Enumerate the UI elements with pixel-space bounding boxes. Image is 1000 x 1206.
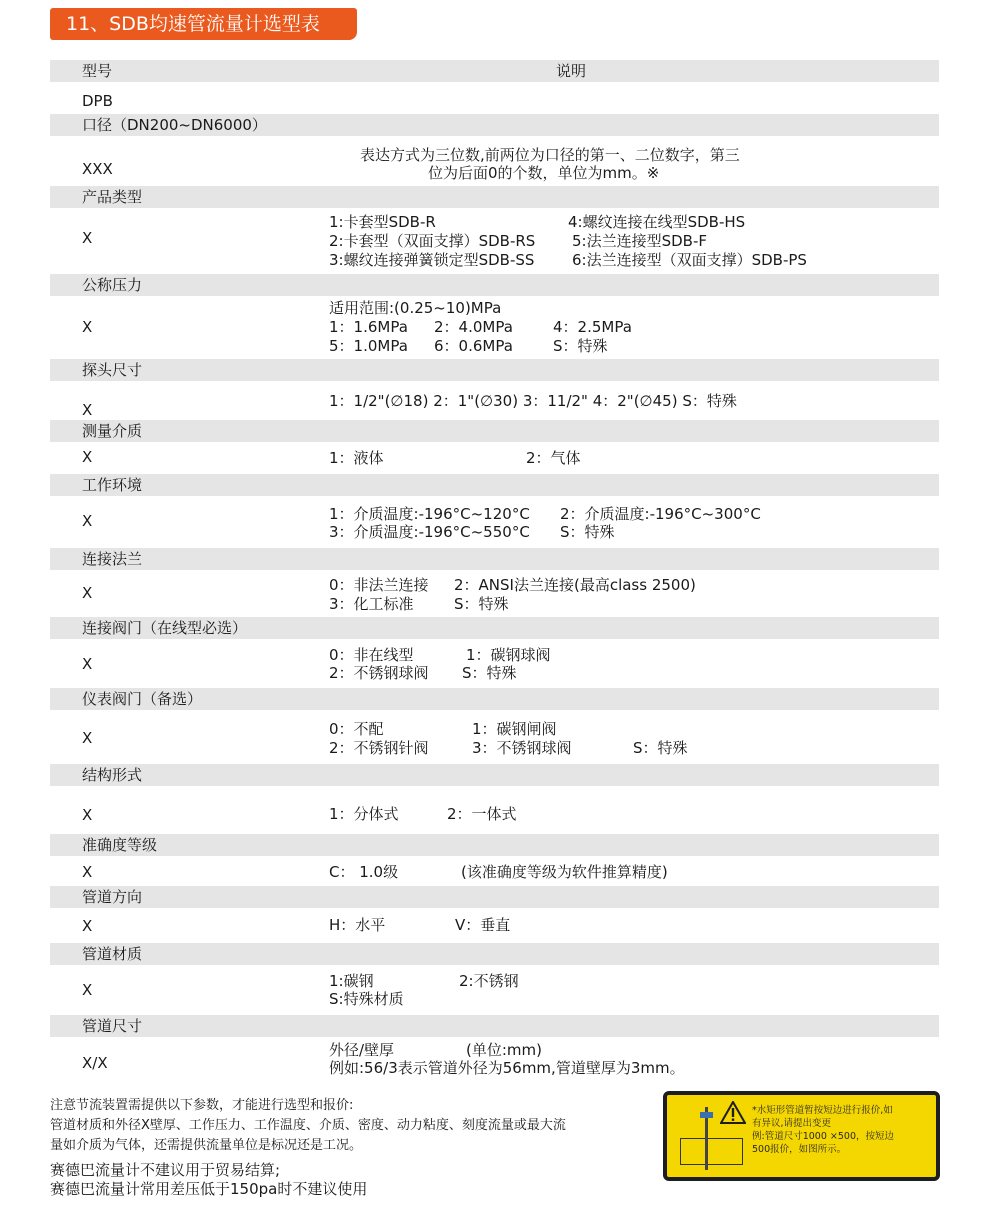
desc-line: 4：2.5MPa xyxy=(553,318,632,336)
page-title: 11、SDB均速管流量计选型表 xyxy=(50,8,357,40)
header-desc: 说明 xyxy=(556,62,587,80)
header-model: 型号 xyxy=(82,62,113,80)
section-title: 口径（DN200~DN6000） xyxy=(82,116,267,134)
desc-line: (单位:mm) xyxy=(466,1041,542,1059)
section-code: X xyxy=(82,729,93,747)
section-title: 管道材质 xyxy=(82,945,143,963)
desc-line: 2：4.0MPa xyxy=(434,318,513,336)
section-title: 公称压力 xyxy=(82,276,143,294)
desc-line: S：特殊 xyxy=(560,523,615,541)
table-header xyxy=(50,60,939,82)
section-header xyxy=(50,943,939,965)
desc-line: 位为后面0的个数，单位为mm。※ xyxy=(428,164,660,182)
section-header xyxy=(50,886,939,908)
section-title: 仪表阀门（备选） xyxy=(82,690,203,708)
desc-line: 适用范围:(0.25~10)MPa xyxy=(329,299,502,317)
desc-line: 外径/壁厚 xyxy=(329,1041,395,1059)
section-code: X xyxy=(82,917,93,935)
section-code: X xyxy=(82,981,93,999)
section-header xyxy=(50,548,939,570)
desc-line: 1:碳钢 xyxy=(329,972,374,990)
desc-line: 3：介质温度:-196°C~550°C xyxy=(329,523,530,541)
section-title: 连接阀门（在线型必选） xyxy=(82,619,248,637)
note-line: 赛德巴流量计不建议用于贸易结算; xyxy=(50,1161,281,1179)
desc-line: 2：ANSI法兰连接(最高class 2500) xyxy=(454,576,696,594)
desc-line: 例如:56/3表示管道外径为56mm,管道壁厚为3mm。 xyxy=(329,1059,685,1077)
warning-line: *水矩形管道暂按短边进行报价,如 xyxy=(752,1105,893,1116)
desc-line: 4:螺纹连接在线型SDB-HS xyxy=(568,213,746,231)
section-title: 连接法兰 xyxy=(82,550,143,568)
section-header xyxy=(50,114,939,136)
section-code: X xyxy=(82,318,93,336)
desc-line: 1：碳钢闸阀 xyxy=(472,720,557,738)
section-code: X xyxy=(82,512,93,530)
section-title: 管道方向 xyxy=(82,888,143,906)
section-header xyxy=(50,186,939,208)
desc-line: 3:螺纹连接弹簧锁定型SDB-SS xyxy=(329,251,535,269)
warning-line: 500报价，如图所示。 xyxy=(752,1144,847,1155)
section-title: 准确度等级 xyxy=(82,836,158,854)
desc-line: 2：气体 xyxy=(526,449,581,467)
desc-line: 2：介质温度:-196°C~300°C xyxy=(560,505,761,523)
desc-line: 2：一体式 xyxy=(447,805,517,823)
section-title: 结构形式 xyxy=(82,766,143,784)
desc-line: 3：化工标准 xyxy=(329,595,414,613)
warning-text xyxy=(752,1104,894,1156)
desc-line: S：特殊 xyxy=(462,664,517,682)
section-header xyxy=(50,359,939,381)
model-code: DPB xyxy=(82,92,113,110)
desc-line: 6：0.6MPa xyxy=(434,337,513,355)
note-line: 管道材质和外径X壁厚、工作压力、工作温度、介质、密度、动力粘度、刻度流量或最大流 xyxy=(50,1118,566,1133)
section-header xyxy=(50,1015,939,1037)
section-header xyxy=(50,617,939,639)
desc-line: 1：分体式 xyxy=(329,805,399,823)
desc-line: S：特殊 xyxy=(454,595,509,613)
desc-line: 2：不锈钢针阀 xyxy=(329,739,429,757)
section-header xyxy=(50,274,939,296)
section-header xyxy=(50,420,939,442)
desc-line: 2:不锈钢 xyxy=(459,972,519,990)
desc-line: 0：不配 xyxy=(329,720,384,738)
section-code: X xyxy=(82,655,93,673)
section-title: 管道尺寸 xyxy=(82,1017,143,1035)
desc-line: 1:卡套型SDB-R xyxy=(329,213,436,231)
desc-line: (该准确度等级为软件推算精度) xyxy=(461,863,668,881)
desc-line: V：垂直 xyxy=(455,916,511,934)
section-code: X xyxy=(82,806,93,824)
section-code: X xyxy=(82,448,93,466)
section-code: X/X xyxy=(82,1054,108,1072)
section-title: 工作环境 xyxy=(82,476,143,494)
section-header xyxy=(50,688,939,710)
desc-line: C： 1.0级 xyxy=(329,863,399,881)
desc-line: 0：非在线型 xyxy=(329,646,414,664)
desc-line: 1：介质温度:-196°C~120°C xyxy=(329,505,530,523)
desc-line: 2：不锈钢球阀 xyxy=(329,664,429,682)
section-code: XXX xyxy=(82,160,113,178)
note-line: 注意节流装置需提供以下参数，才能进行选型和报价: xyxy=(50,1098,354,1113)
section-code: X xyxy=(82,584,93,602)
desc-line: 表达方式为三位数,前两位为口径的第一、二位数字，第三 xyxy=(360,146,740,164)
section-header xyxy=(50,764,939,786)
section-code: X xyxy=(82,401,93,419)
desc-line: S：特殊 xyxy=(553,337,608,355)
probe-head-icon xyxy=(700,1112,713,1118)
desc-line: 1：1.6MPa xyxy=(329,318,408,336)
section-header xyxy=(50,834,939,856)
warning-triangle-icon xyxy=(720,1101,746,1124)
section-title: 探头尺寸 xyxy=(82,361,143,379)
desc-line: 1：1/2"(∅18) 2：1"(∅30) 3：11/2" 4：2"(∅45) S：特殊 xyxy=(329,392,737,410)
pipe-diagram xyxy=(680,1138,743,1165)
desc-line: S:特殊材质 xyxy=(329,990,404,1008)
section-header xyxy=(50,474,939,496)
desc-line: 3：不锈钢球阀 xyxy=(472,739,572,757)
desc-line: 1：碳钢球阀 xyxy=(466,646,551,664)
section-title: 测量介质 xyxy=(82,422,143,440)
desc-line: 6:法兰连接型（双面支撑）SDB-PS xyxy=(572,251,807,269)
desc-line: H：水平 xyxy=(329,916,386,934)
section-title: 产品类型 xyxy=(82,188,143,206)
note-line: 量如介质为气体，还需提供流量单位是标况还是工况。 xyxy=(50,1138,363,1153)
desc-line: 2:卡套型（双面支撑）SDB-RS xyxy=(329,232,536,250)
desc-line: 0：非法兰连接 xyxy=(329,576,429,594)
note-line: 赛德巴流量计常用差压低于150pa时不建议使用 xyxy=(50,1180,368,1198)
desc-line: 5:法兰连接型SDB-F xyxy=(572,232,708,250)
section-code: X xyxy=(82,229,93,247)
desc-line: S：特殊 xyxy=(633,739,688,757)
section-code: X xyxy=(82,863,93,881)
desc-line: 1：液体 xyxy=(329,449,384,467)
desc-line: 5：1.0MPa xyxy=(329,337,408,355)
warning-line: 例:管道尺寸1000 ×500，按短边 xyxy=(752,1131,894,1142)
warning-line: 有异议,请提出变更 xyxy=(752,1118,832,1129)
